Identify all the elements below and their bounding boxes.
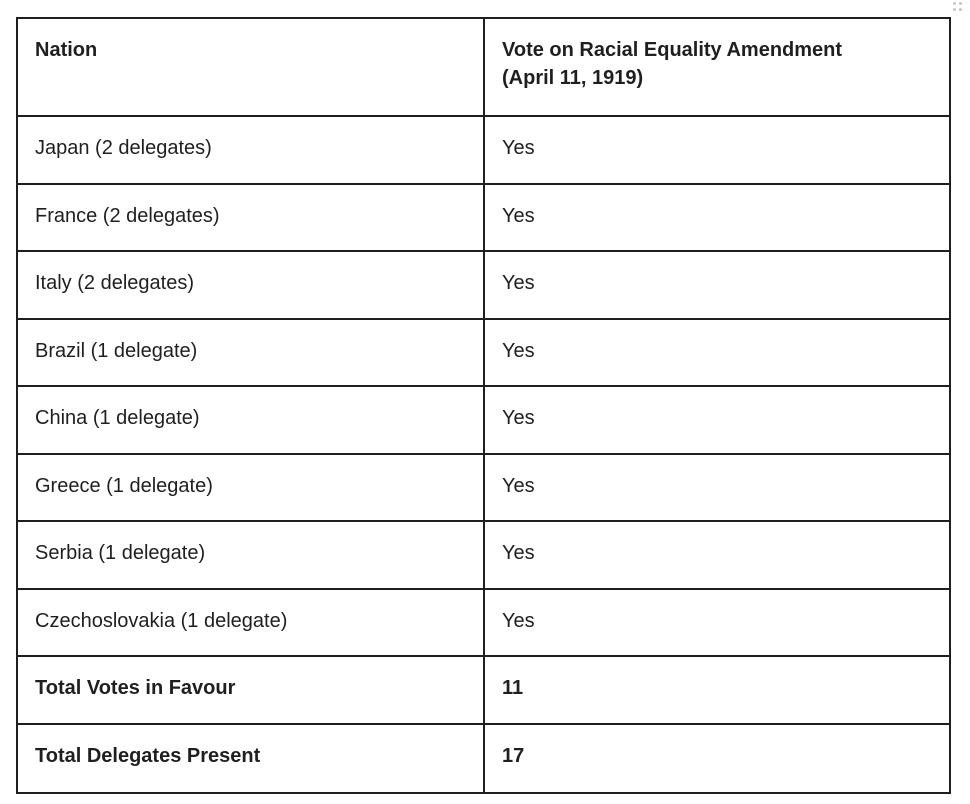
vote-cell: Yes — [484, 454, 950, 522]
vote-cell: Yes — [484, 319, 950, 387]
table-row — [17, 184, 950, 252]
table-row — [17, 251, 950, 319]
total-label: Total Votes in Favour — [17, 656, 484, 724]
nation-cell: Italy (2 delegates) — [17, 251, 484, 319]
drag-dot — [959, 2, 962, 5]
drag-dot — [953, 8, 956, 11]
vote-cell: Yes — [484, 386, 950, 454]
table-row — [17, 454, 950, 522]
column-header-vote-line1: Vote on Racial Equality Amendment — [502, 39, 843, 61]
total-row-votes-in-favour — [17, 656, 950, 724]
nation-cell: Czechoslovakia (1 delegate) — [17, 589, 484, 657]
nation-cell: China (1 delegate) — [17, 386, 484, 454]
drag-dot — [959, 8, 962, 11]
table-header-row — [17, 18, 950, 116]
table-row — [17, 116, 950, 184]
vote-table — [16, 17, 951, 794]
drag-handle-icon[interactable] — [952, 0, 964, 12]
nation-cell: Japan (2 delegates) — [17, 116, 484, 184]
total-value: 11 — [484, 656, 950, 724]
column-header-nation: Nation — [17, 18, 484, 116]
nation-cell: Greece (1 delegate) — [17, 454, 484, 522]
table-row — [17, 521, 950, 589]
table-row — [17, 319, 950, 387]
vote-cell: Yes — [484, 589, 950, 657]
nation-cell: France (2 delegates) — [17, 184, 484, 252]
total-row-delegates-present — [17, 724, 950, 793]
total-label: Total Delegates Present — [17, 724, 484, 793]
vote-cell: Yes — [484, 184, 950, 252]
total-value: 17 — [484, 724, 950, 793]
column-header-vote-line2: (April 11, 1919) — [502, 67, 644, 89]
vote-cell: Yes — [484, 116, 950, 184]
column-header-vote — [484, 18, 950, 116]
vote-cell: Yes — [484, 251, 950, 319]
table-row — [17, 386, 950, 454]
table-row — [17, 589, 950, 657]
nation-cell: Brazil (1 delegate) — [17, 319, 484, 387]
vote-cell: Yes — [484, 521, 950, 589]
nation-cell: Serbia (1 delegate) — [17, 521, 484, 589]
drag-dot — [953, 2, 956, 5]
